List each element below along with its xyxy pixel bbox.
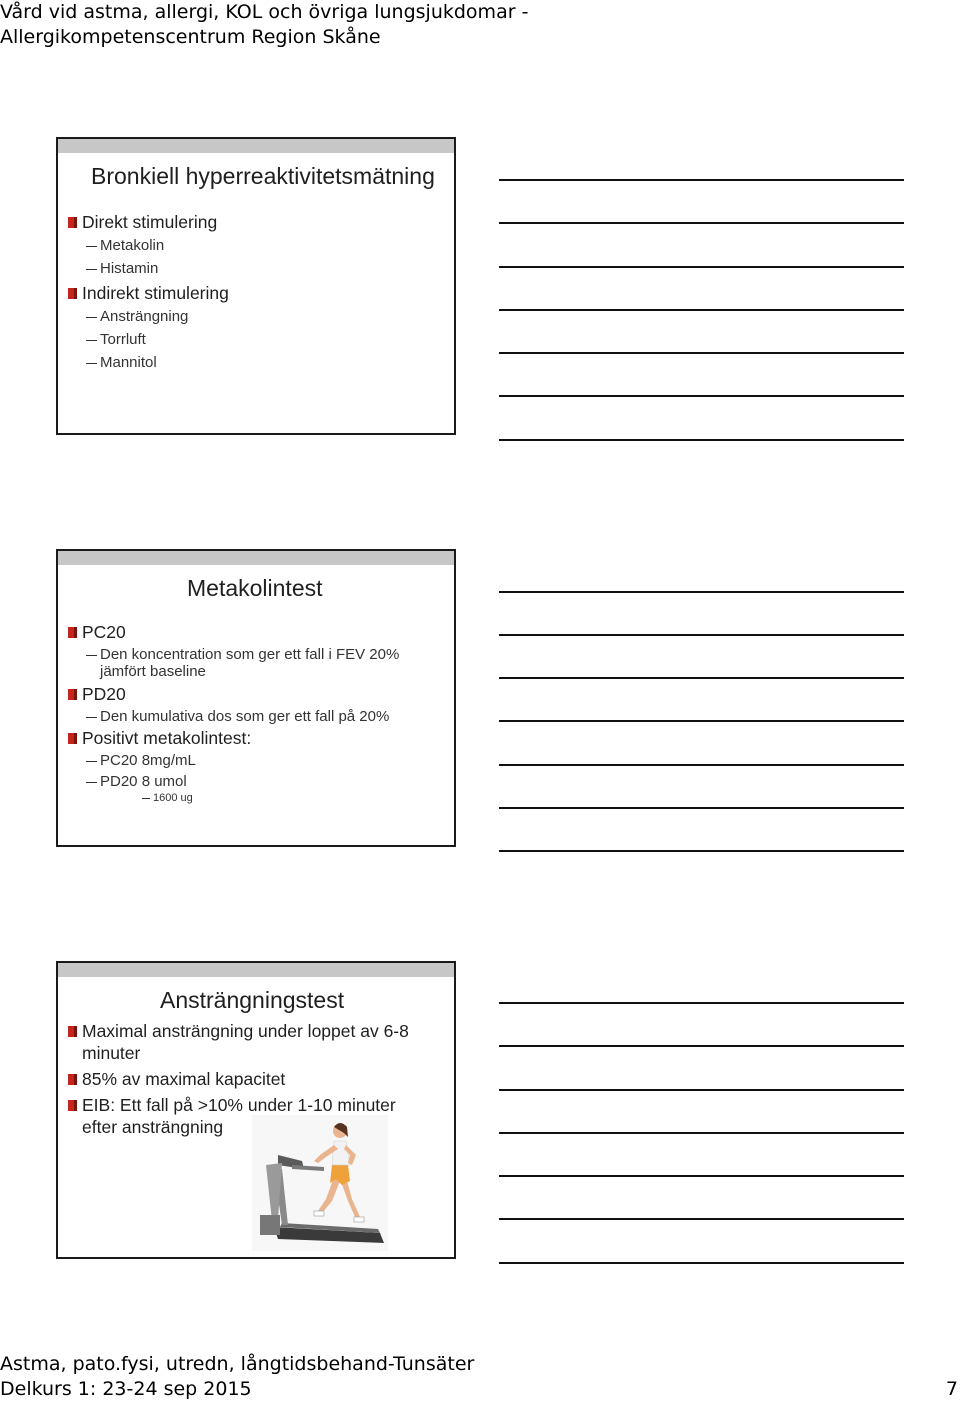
slide-title: Metakolintest bbox=[187, 575, 323, 601]
bullet-marker-icon bbox=[68, 288, 77, 299]
bullet-item: Positivt metakolintest: bbox=[82, 728, 251, 749]
dash-icon bbox=[86, 655, 97, 656]
bullet-item: 85% av maximal kapacitet bbox=[82, 1069, 285, 1090]
note-line bbox=[499, 179, 904, 181]
bullet-marker-icon bbox=[68, 1074, 77, 1085]
note-line bbox=[499, 850, 904, 852]
document-header bbox=[0, 0, 528, 50]
note-line bbox=[499, 634, 904, 636]
note-line bbox=[499, 1175, 904, 1177]
slide-top-band bbox=[58, 963, 454, 977]
dash-icon bbox=[86, 340, 97, 341]
note-line bbox=[499, 807, 904, 809]
dash-icon bbox=[86, 317, 97, 318]
sub-bullet-item: PD20 8 umol bbox=[100, 773, 187, 790]
slide-title: Bronkiell hyperreaktivitetsmätning bbox=[91, 163, 435, 189]
sub-bullet-item: Den kumulativa dos som ger ett fall på 20% bbox=[100, 708, 389, 725]
note-line bbox=[499, 1132, 904, 1134]
header-line-1: Vård vid astma, allergi, KOL och övriga lungsjukdomar - bbox=[0, 1, 529, 23]
sub-sub-bullet-item: 1600 ug bbox=[153, 792, 193, 804]
sub-bullet-item: PC20 8mg/mL bbox=[100, 752, 196, 769]
bullet-item: PD20 bbox=[82, 684, 126, 705]
sub-bullet-item: Metakolin bbox=[100, 237, 164, 254]
slide-1 bbox=[56, 137, 456, 435]
treadmill-runner-icon bbox=[252, 1115, 388, 1251]
bullet-item: PC20 bbox=[82, 622, 126, 643]
sub-bullet-item: Den koncentration som ger ett fall i FEV 20% bbox=[100, 646, 399, 663]
bullet-marker-icon bbox=[68, 1026, 77, 1037]
bullet-item: Direkt stimulering bbox=[82, 212, 217, 233]
page-number: 7 bbox=[945, 1378, 958, 1400]
note-line bbox=[499, 764, 904, 766]
bullet-item: Maximal ansträngning under loppet av 6-8 bbox=[82, 1021, 409, 1042]
note-line bbox=[499, 309, 904, 311]
slide-3 bbox=[56, 961, 456, 1259]
note-line bbox=[499, 439, 904, 441]
dash-icon bbox=[86, 269, 97, 270]
bullet-marker-icon bbox=[68, 217, 77, 228]
slide-top-band bbox=[58, 551, 454, 565]
note-line bbox=[499, 222, 904, 224]
bullet-marker-icon bbox=[68, 627, 77, 638]
bullet-continuation: efter ansträngning bbox=[82, 1117, 224, 1137]
document-footer bbox=[0, 1352, 960, 1402]
dash-icon bbox=[142, 798, 150, 799]
note-line bbox=[499, 1218, 904, 1220]
slide-2 bbox=[56, 549, 456, 847]
bullet-item: Indirekt stimulering bbox=[82, 283, 229, 304]
note-line bbox=[499, 1262, 904, 1264]
note-line bbox=[499, 720, 904, 722]
dash-icon bbox=[86, 717, 97, 718]
sub-bullet-continuation: jämfört baseline bbox=[100, 663, 206, 680]
note-line bbox=[499, 1002, 904, 1004]
note-line bbox=[499, 352, 904, 354]
bullet-marker-icon bbox=[68, 1100, 77, 1111]
dash-icon bbox=[86, 246, 97, 247]
note-line bbox=[499, 1089, 904, 1091]
note-line bbox=[499, 1045, 904, 1047]
sub-bullet-item: Mannitol bbox=[100, 354, 157, 371]
bullet-item: EIB: Ett fall på >10% under 1-10 minuter bbox=[82, 1095, 396, 1116]
dash-icon bbox=[86, 761, 97, 762]
header-line-2: Allergikompetenscentrum Region Skåne bbox=[0, 26, 381, 48]
note-line bbox=[499, 395, 904, 397]
bullet-marker-icon bbox=[68, 733, 77, 744]
sub-bullet-item: Torrluft bbox=[100, 331, 146, 348]
footer-line-1: Astma, pato.fysi, utredn, långtidsbehand-Tunsäter bbox=[0, 1353, 475, 1375]
note-line bbox=[499, 266, 904, 268]
footer-line-2: Delkurs 1: 23-24 sep 2015 bbox=[0, 1378, 252, 1400]
bullet-continuation: minuter bbox=[82, 1043, 141, 1063]
bullet-marker-icon bbox=[68, 689, 77, 700]
slide-top-band bbox=[58, 139, 454, 153]
sub-bullet-item: Histamin bbox=[100, 260, 158, 277]
note-line bbox=[499, 591, 904, 593]
sub-bullet-item: Ansträngning bbox=[100, 308, 188, 325]
dash-icon bbox=[86, 782, 97, 783]
dash-icon bbox=[86, 363, 97, 364]
slide-title: Ansträngningstest bbox=[160, 987, 345, 1013]
note-line bbox=[499, 677, 904, 679]
